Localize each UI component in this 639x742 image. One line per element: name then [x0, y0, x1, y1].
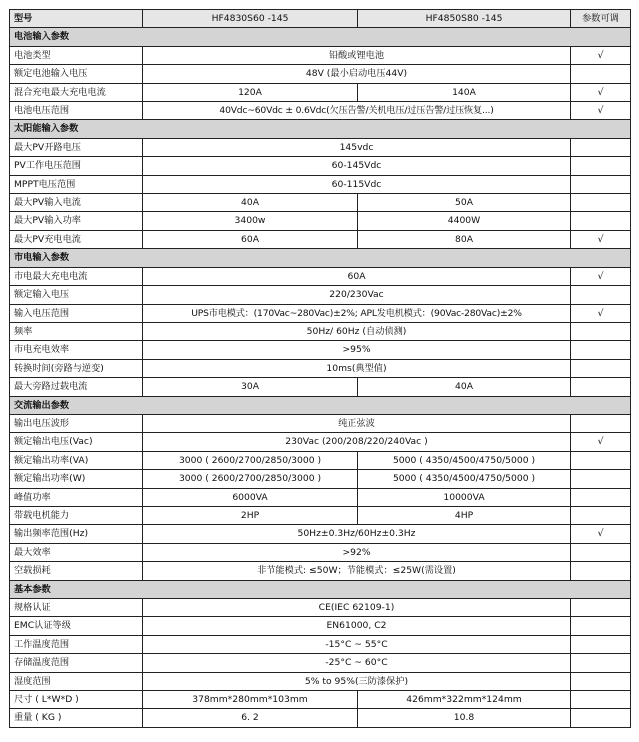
- spec-label: 最大PV充电电流: [10, 230, 143, 248]
- spec-row: [10, 267, 631, 285]
- adjustable-check: [571, 322, 631, 340]
- spec-table: [9, 9, 631, 728]
- adjustable-check: √: [571, 83, 631, 101]
- spec-value: 10ms(典型值): [143, 359, 571, 377]
- section-header-row: [10, 580, 631, 598]
- spec-value: >92%: [143, 543, 571, 561]
- adjustable-check: [571, 194, 631, 212]
- spec-row: [10, 654, 631, 672]
- spec-row: [10, 562, 631, 580]
- spec-row: [10, 322, 631, 340]
- header-row: [10, 10, 631, 28]
- spec-value: 220/230Vac: [143, 286, 571, 304]
- spec-label: 存储温度范围: [10, 654, 143, 672]
- spec-value: 40Vdc~60Vdc ± 0.6Vdc(欠压告警/关机电压/过压告警/过压恢复...): [143, 102, 571, 120]
- spec-value-model-b: 140A: [358, 83, 571, 101]
- spec-value: UPS市电模式：(170Vac~280Vac)±2%; APL发电机模式：(90Vac-280Vac)±2%: [143, 304, 571, 322]
- spec-value: EN61000, C2: [143, 617, 571, 635]
- spec-value-model-a: 120A: [143, 83, 358, 101]
- spec-label: 额定输出功率(W): [10, 470, 143, 488]
- spec-row: [10, 83, 631, 101]
- spec-row: [10, 286, 631, 304]
- section-header-row: [10, 28, 631, 46]
- spec-label: 重量 ( KG ): [10, 709, 143, 727]
- spec-label: 输出频率范围(Hz): [10, 525, 143, 543]
- spec-label: 尺寸 ( L*W*D ): [10, 691, 143, 709]
- spec-label: 带载电机能力: [10, 506, 143, 524]
- spec-label: 最大旁路过载电流: [10, 378, 143, 396]
- spec-row: [10, 230, 631, 248]
- spec-label: EMC认证等级: [10, 617, 143, 635]
- spec-value-model-b: 5000 ( 4350/4500/4750/5000 ): [358, 470, 571, 488]
- adjustable-check: [571, 212, 631, 230]
- spec-label: PV工作电压范围: [10, 157, 143, 175]
- spec-label: 额定输入电压: [10, 286, 143, 304]
- spec-value: 145vdc: [143, 138, 571, 156]
- spec-label: 额定输出电压(Vac): [10, 433, 143, 451]
- spec-label: 峰值功率: [10, 488, 143, 506]
- section-title: 交流输出参数: [10, 396, 631, 414]
- adjustable-check: [571, 506, 631, 524]
- spec-value: 非节能模式: ≤50W；节能模式：≤25W(需设置): [143, 562, 571, 580]
- section-header-row: [10, 249, 631, 267]
- spec-label: MPPT电压范围: [10, 175, 143, 193]
- adjustable-check: √: [571, 102, 631, 120]
- header-model-a: HF4830S60 -145: [143, 10, 358, 28]
- spec-label: 电池电压范围: [10, 102, 143, 120]
- spec-value-model-a: 6. 2: [143, 709, 358, 727]
- spec-value-model-a: 3400w: [143, 212, 358, 230]
- adjustable-check: [571, 709, 631, 727]
- spec-label: 频率: [10, 322, 143, 340]
- spec-row: [10, 451, 631, 469]
- spec-row: [10, 378, 631, 396]
- adjustable-check: [571, 414, 631, 432]
- adjustable-check: [571, 691, 631, 709]
- section-title: 市电输入参数: [10, 249, 631, 267]
- spec-value: 60A: [143, 267, 571, 285]
- spec-row: [10, 359, 631, 377]
- adjustable-check: [571, 341, 631, 359]
- adjustable-check: √: [571, 46, 631, 64]
- spec-row: [10, 212, 631, 230]
- spec-value: CE(IEC 62109-1): [143, 599, 571, 617]
- spec-label: 湿度范围: [10, 672, 143, 690]
- spec-value-model-a: 378mm*280mm*103mm: [143, 691, 358, 709]
- spec-row: [10, 414, 631, 432]
- spec-value: 48V (最小启动电压44V): [143, 65, 571, 83]
- spec-value-model-a: 30A: [143, 378, 358, 396]
- spec-row: [10, 488, 631, 506]
- spec-value: -25°C ~ 60°C: [143, 654, 571, 672]
- adjustable-check: [571, 672, 631, 690]
- spec-value-model-b: 80A: [358, 230, 571, 248]
- spec-value: 纯正弦波: [143, 414, 571, 432]
- adjustable-check: [571, 359, 631, 377]
- spec-table-body: [10, 10, 631, 728]
- spec-row: [10, 506, 631, 524]
- adjustable-check: [571, 138, 631, 156]
- section-title: 基本参数: [10, 580, 631, 598]
- spec-row: [10, 304, 631, 322]
- spec-label: 输入电压范围: [10, 304, 143, 322]
- adjustable-check: [571, 378, 631, 396]
- adjustable-check: [571, 543, 631, 561]
- adjustable-check: [571, 562, 631, 580]
- spec-value-model-b: 10000VA: [358, 488, 571, 506]
- adjustable-check: [571, 599, 631, 617]
- spec-label: 市电最大充电电流: [10, 267, 143, 285]
- spec-value: 50Hz±0.3Hz/60Hz±0.3Hz: [143, 525, 571, 543]
- spec-label: 最大效率: [10, 543, 143, 561]
- spec-value-model-a: 6000VA: [143, 488, 358, 506]
- spec-row: [10, 709, 631, 727]
- adjustable-check: [571, 654, 631, 672]
- spec-row: [10, 175, 631, 193]
- spec-row: [10, 341, 631, 359]
- spec-value-model-b: 10.8: [358, 709, 571, 727]
- spec-label: 输出电压波形: [10, 414, 143, 432]
- spec-row: [10, 691, 631, 709]
- spec-label: 市电充电效率: [10, 341, 143, 359]
- adjustable-check: [571, 617, 631, 635]
- adjustable-check: √: [571, 525, 631, 543]
- section-header-row: [10, 396, 631, 414]
- spec-label: 额定输出功率(VA): [10, 451, 143, 469]
- spec-value-model-b: 40A: [358, 378, 571, 396]
- spec-label: 电池类型: [10, 46, 143, 64]
- spec-value-model-a: 3000 ( 2600/2700/2850/3000 ): [143, 451, 358, 469]
- spec-label: 最大PV输入电流: [10, 194, 143, 212]
- spec-value-model-a: 60A: [143, 230, 358, 248]
- spec-row: [10, 635, 631, 653]
- spec-value-model-b: 4HP: [358, 506, 571, 524]
- adjustable-check: [571, 157, 631, 175]
- spec-row: [10, 470, 631, 488]
- adjustable-check: √: [571, 267, 631, 285]
- spec-label: 空载损耗: [10, 562, 143, 580]
- spec-value: 铅酸或锂电池: [143, 46, 571, 64]
- spec-label: 规格认证: [10, 599, 143, 617]
- adjustable-check: [571, 286, 631, 304]
- spec-row: [10, 525, 631, 543]
- header-adjustable: 参数可调: [571, 10, 631, 28]
- adjustable-check: [571, 65, 631, 83]
- adjustable-check: √: [571, 304, 631, 322]
- spec-value: 60-115Vdc: [143, 175, 571, 193]
- section-header-row: [10, 120, 631, 138]
- adjustable-check: [571, 635, 631, 653]
- spec-value: >95%: [143, 341, 571, 359]
- spec-row: [10, 599, 631, 617]
- spec-label: 工作温度范围: [10, 635, 143, 653]
- spec-value: -15°C ~ 55°C: [143, 635, 571, 653]
- spec-row: [10, 65, 631, 83]
- spec-row: [10, 46, 631, 64]
- spec-row: [10, 543, 631, 561]
- spec-label: 最大PV开路电压: [10, 138, 143, 156]
- spec-row: [10, 157, 631, 175]
- spec-row: [10, 138, 631, 156]
- spec-row: [10, 433, 631, 451]
- spec-label: 最大PV输入功率: [10, 212, 143, 230]
- spec-value: 230Vac (200/208/220/240Vac ): [143, 433, 571, 451]
- adjustable-check: √: [571, 433, 631, 451]
- adjustable-check: [571, 470, 631, 488]
- spec-row: [10, 102, 631, 120]
- spec-value: 50Hz/ 60Hz (自动侦测): [143, 322, 571, 340]
- spec-label: 额定电池输入电压: [10, 65, 143, 83]
- spec-value-model-b: 4400W: [358, 212, 571, 230]
- section-title: 电池输入参数: [10, 28, 631, 46]
- header-model-label: 型号: [10, 10, 143, 28]
- spec-value-model-b: 5000 ( 4350/4500/4750/5000 ): [358, 451, 571, 469]
- spec-value-model-a: 2HP: [143, 506, 358, 524]
- section-title: 太阳能输入参数: [10, 120, 631, 138]
- header-model-b: HF4850S80 -145: [358, 10, 571, 28]
- adjustable-check: [571, 175, 631, 193]
- spec-value: 60-145Vdc: [143, 157, 571, 175]
- spec-value: 5% to 95%(三防漆保护): [143, 672, 571, 690]
- spec-value-model-a: 40A: [143, 194, 358, 212]
- spec-label: 转换时间(旁路与逆变): [10, 359, 143, 377]
- adjustable-check: [571, 451, 631, 469]
- spec-row: [10, 617, 631, 635]
- spec-row: [10, 672, 631, 690]
- adjustable-check: [571, 488, 631, 506]
- spec-value-model-b: 426mm*322mm*124mm: [358, 691, 571, 709]
- adjustable-check: √: [571, 230, 631, 248]
- spec-value-model-b: 50A: [358, 194, 571, 212]
- spec-value-model-a: 3000 ( 2600/2700/2850/3000 ): [143, 470, 358, 488]
- spec-label: 混合充电最大充电电流: [10, 83, 143, 101]
- spec-row: [10, 194, 631, 212]
